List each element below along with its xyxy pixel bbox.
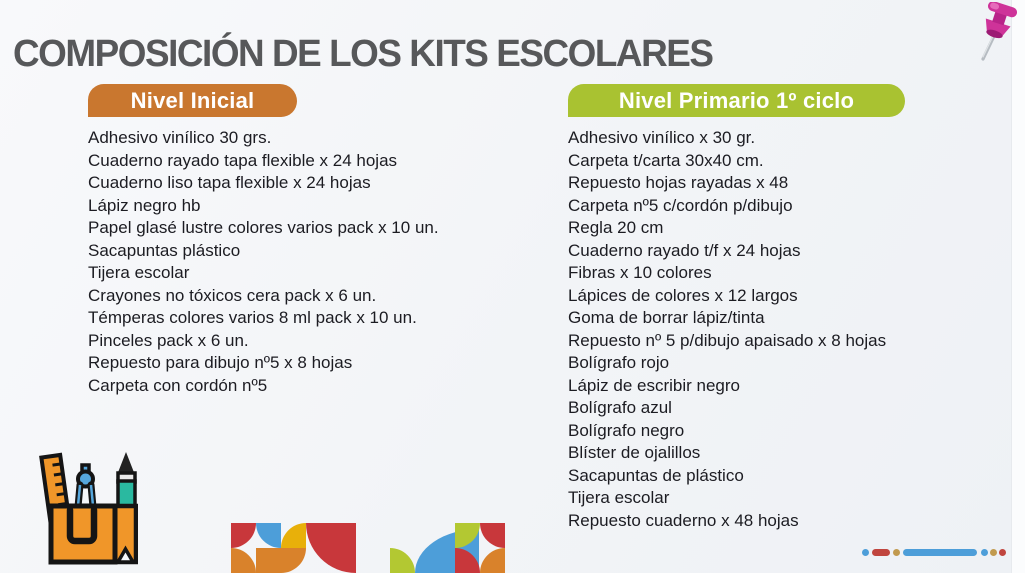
list-item: Sacapuntas plástico xyxy=(88,240,241,260)
divider-dot xyxy=(893,549,900,556)
list-nivel-primario xyxy=(568,127,886,532)
list-item: Carpeta con cordón nº5 xyxy=(88,375,268,395)
divider-pill xyxy=(903,549,977,556)
list-item: Cuaderno rayado t/f x 24 hojas xyxy=(568,240,801,260)
slide-right-edge xyxy=(1011,0,1025,573)
list-item: Bolígrafo negro xyxy=(568,420,685,440)
list-item: Témperas colores varios 8 ml pack x 10 un. xyxy=(88,308,417,327)
list-item: Crayones no tóxicos cera pack x 6 un. xyxy=(88,285,377,305)
header-nivel-inicial: Nivel Inicial xyxy=(88,84,297,117)
divider-dot xyxy=(981,549,988,556)
list-item: Bolígrafo azul xyxy=(568,398,672,417)
divider-pill xyxy=(872,549,890,556)
divider-dot xyxy=(862,549,869,556)
page-title: COMPOSICIÓN DE LOS KITS ESCOLARES xyxy=(13,33,713,76)
school-supplies-icon xyxy=(33,448,138,566)
divider-dot xyxy=(990,549,997,556)
divider-dot xyxy=(999,549,1006,556)
list-item: Adhesivo vinílico x 30 gr. xyxy=(568,128,756,147)
list-item: Cuaderno liso tapa flexible x 24 hojas xyxy=(88,173,371,192)
list-item: Repuesto nº 5 p/dibujo apaisado x 8 hojas xyxy=(568,330,887,350)
list-item: Repuesto hojas rayadas x 48 xyxy=(568,173,789,192)
list-item: Pinceles pack x 6 un. xyxy=(88,330,249,350)
list-item: Regla 20 cm xyxy=(568,218,664,237)
list-item: Lápiz negro hb xyxy=(88,195,201,215)
list-item: Repuesto para dibujo nº5 x 8 hojas xyxy=(88,353,353,372)
list-item: Sacapuntas de plástico xyxy=(568,465,744,485)
list-item: Lápices de colores x 12 largos xyxy=(568,285,798,305)
list-item: Goma de borrar lápiz/tinta xyxy=(568,308,765,327)
list-item: Carpeta t/carta 30x40 cm. xyxy=(568,150,764,170)
list-item: Lápiz de escribir negro xyxy=(568,375,740,395)
list-item: Adhesivo vinílico 30 grs. xyxy=(88,128,272,147)
list-item: Blíster de ojalillos xyxy=(568,443,701,462)
list-item: Repuesto cuaderno x 48 hojas xyxy=(568,510,799,530)
list-item: Cuaderno rayado tapa flexible x 24 hojas xyxy=(88,150,398,170)
list-item: Papel glasé lustre colores varios pack x 10 un. xyxy=(88,218,439,237)
list-nivel-inicial xyxy=(88,127,439,397)
pushpin-icon xyxy=(970,2,1018,64)
list-item: Tijera escolar xyxy=(88,263,190,282)
list-item: Carpeta nº5 c/cordón p/dibujo xyxy=(568,195,793,215)
list-item: Tijera escolar xyxy=(568,488,670,507)
list-item: Fibras x 10 colores xyxy=(568,263,712,282)
header-nivel-primario: Nivel Primario 1º ciclo xyxy=(568,84,905,117)
list-item: Bolígrafo rojo xyxy=(568,353,670,372)
